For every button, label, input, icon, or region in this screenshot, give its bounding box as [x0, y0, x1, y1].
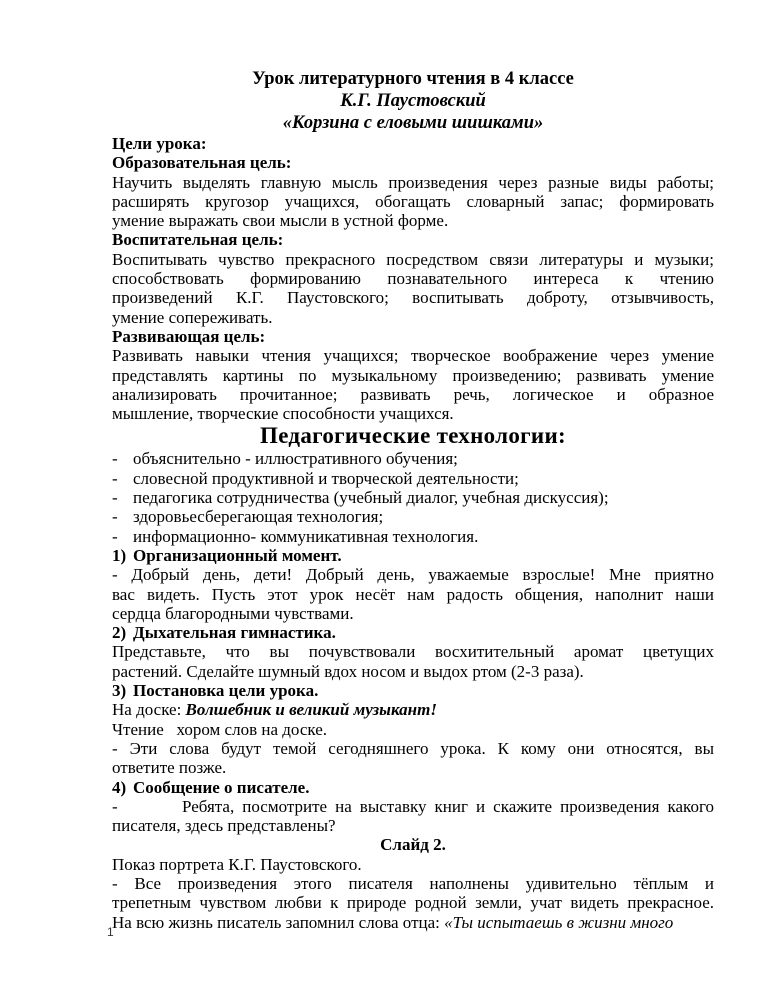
section-2-line: Представьте, что вы почувствовали восхитительный аромат цветущих: [112, 642, 714, 662]
section-4-line: писателя, здесь представлены?: [112, 816, 336, 836]
section-heading-3: 3) Постановка цели урока.: [112, 681, 319, 701]
section-1-line: вас видеть. Пусть этот урок несёт нам радость общения, наполнит наши: [112, 584, 714, 604]
upb-line: произведений К.Г. Паустовского; воспитывать доброту, отзывчивость,: [112, 288, 714, 308]
final-line: трепетным чувством любви к природе родной земли, учат видеть прекрасное.: [112, 893, 714, 913]
dev-line: представлять картины по музыкальному произведению; развивать умение: [112, 365, 714, 385]
portrait-line: Показ портрета К.Г. Паустовского.: [112, 854, 362, 874]
section-1-line: сердца благородными чувствами.: [112, 603, 354, 623]
upb-line: способствовать формированию познавательного интереса к чтению: [112, 269, 714, 289]
quote-text: «Ты испытаешь в жизни много: [444, 912, 674, 932]
technologies-heading: Педагогические технологии:: [260, 423, 566, 449]
section-2-line: растений. Сделайте шумный вдох носом и выдох ртом (2-3 раза).: [112, 661, 584, 681]
list-item: - объяснительно - иллюстративного обучения;: [112, 449, 458, 469]
slide-label: Слайд 2.: [380, 835, 446, 855]
section-heading-1: 1) Организационный момент.: [112, 545, 342, 565]
story-title: «Корзина с еловыми шишками»: [282, 113, 544, 133]
upb-line: Воспитывать чувство прекрасного посредством связи литературы и музыки;: [112, 249, 714, 269]
upb-goal-heading: Воспитательная цель:: [112, 230, 284, 250]
list-item: - словесной продуктивной и творческой деятельности;: [112, 468, 519, 488]
list-item: - здоровьесберегающая технология;: [112, 507, 384, 527]
edu-line: умение выражать свои мысли в устной форме.: [112, 211, 449, 231]
page-number: 1: [107, 925, 114, 939]
dev-line: мышление, творческие способности учащихся.: [112, 404, 454, 424]
section-4-line: - Ребята, посмотрите на выставку книг и скажите произведения какого: [112, 796, 714, 816]
board-text: Волшебник и великий музыкант!: [185, 700, 437, 720]
section-heading-4: 4) Сообщение о писателе.: [112, 777, 310, 797]
edu-goal-heading: Образовательная цель:: [112, 153, 292, 173]
dev-goal-heading: Развивающая цель:: [112, 326, 266, 346]
list-item: - информационно- коммуникативная технология.: [112, 526, 479, 546]
lesson-title: Урок литературного чтения в 4 классе: [252, 69, 574, 89]
section-3-line: ответите позже.: [112, 758, 227, 778]
document-page: [112, 68, 714, 932]
author-name: К.Г. Паустовский: [340, 91, 486, 111]
upb-line: умение сопереживать.: [112, 307, 273, 327]
edu-line: расширять кругозор учащихся, обогащать словарный запас; формировать: [112, 191, 714, 211]
board-text-line: На доске: Волшебник и великий музыкант!: [112, 700, 437, 720]
dev-line: Развивать навыки чтения учащихся; творческое воображение через умение: [112, 346, 714, 366]
dev-line: анализировать прочитанное; развивать речь, логическое и образное: [112, 384, 714, 404]
section-3-line: Чтение хором слов на доске.: [112, 719, 327, 739]
goals-heading: Цели урока:: [112, 134, 207, 153]
section-heading-2: 2) Дыхательная гимнастика.: [112, 623, 336, 643]
section-3-line: - Эти слова будут темой сегодняшнего урока. К кому они относятся, вы: [112, 738, 714, 758]
section-1-line: - Добрый день, дети! Добрый день, уважаемые взрослые! Мне приятно: [112, 565, 714, 585]
list-item: - педагогика сотрудничества (учебный диалог, учебная дискуссия);: [112, 488, 609, 508]
final-line: На всю жизнь писатель запомнил слова отца: «Ты испытаешь в жизни много: [112, 912, 674, 932]
final-line: - Все произведения этого писателя наполнены удивительно тёплым и: [112, 873, 714, 893]
edu-line: Научить выделять главную мысль произведения через разные виды работы;: [112, 172, 714, 192]
